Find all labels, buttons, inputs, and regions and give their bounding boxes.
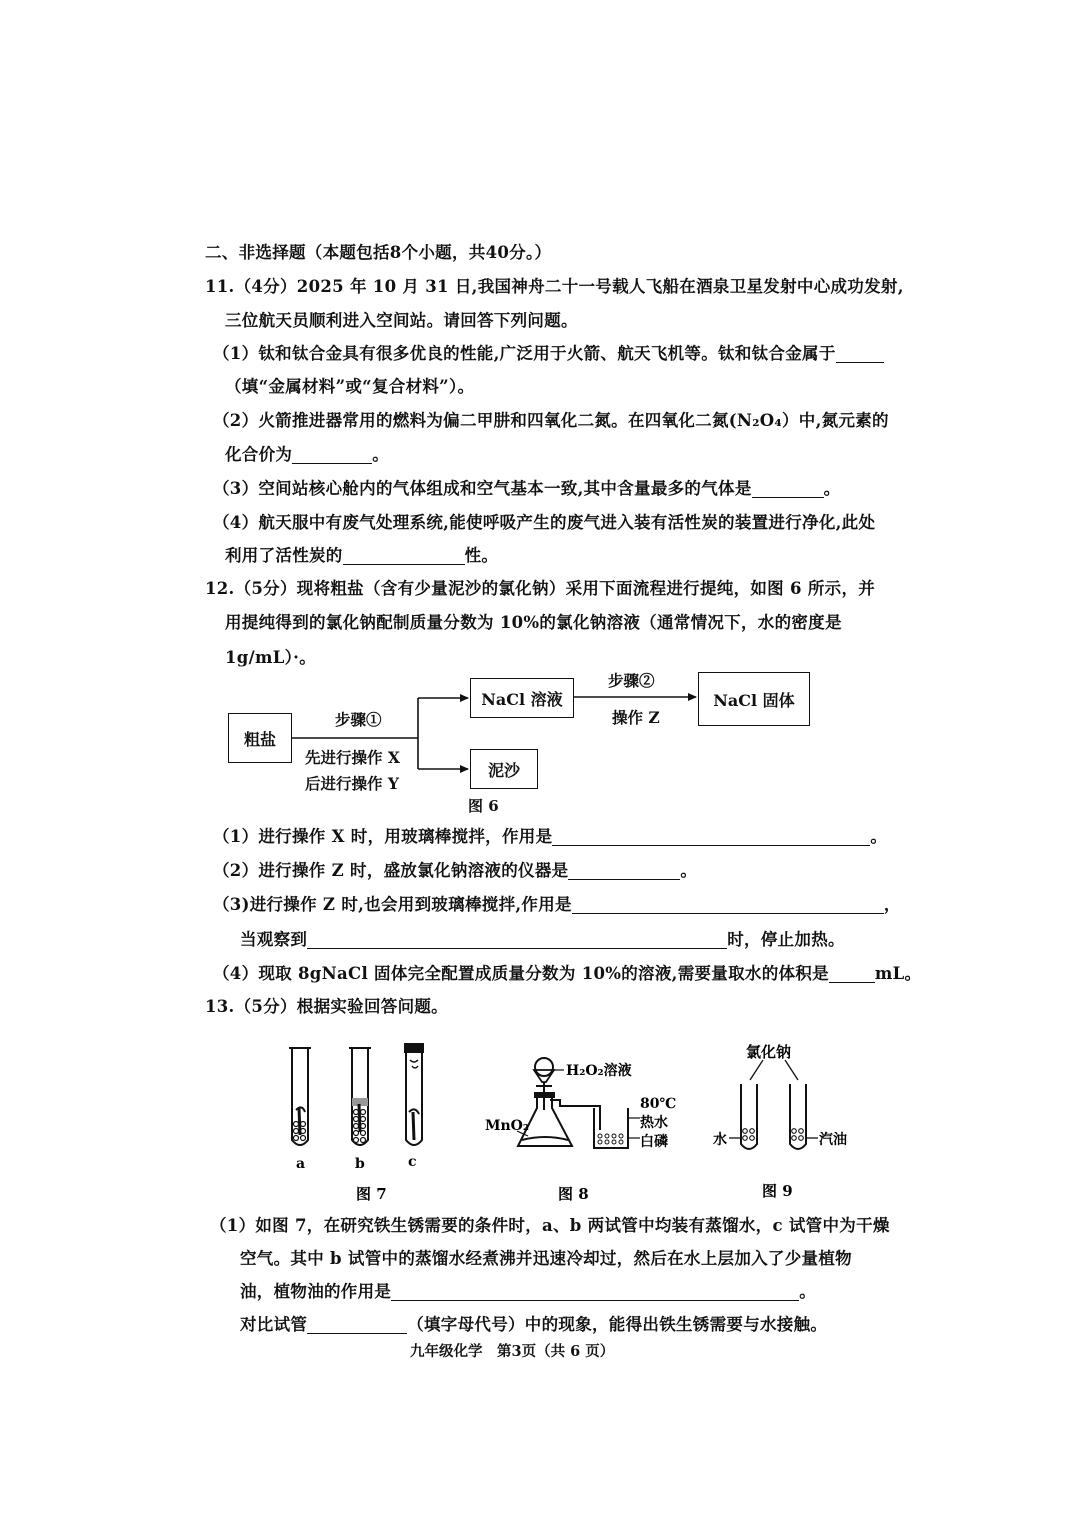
- fig7-label-c: c: [408, 1154, 417, 1170]
- q13-answer-blank-2[interactable]: [307, 1315, 407, 1334]
- flow-box-crude-salt: 粗盐: [228, 713, 292, 763]
- q11-part1-line1: （1）钛和钛合金具有很多优良的性能,广泛用于火箭、航天飞机等。钛和钛合金属于: [213, 342, 884, 366]
- fig9-label-gasoline: 汽油: [819, 1132, 847, 1148]
- q12-part3-line2: 当观察到 时，停止加热。: [240, 930, 845, 949]
- fig8-label-h2o2: H₂O₂溶液: [566, 1063, 632, 1079]
- q11-part2-line1: （2）火箭推进器常用的燃料为偏二甲肼和四氧化二氮。在四氧化二氮(N₂O₄）中,氮元素的: [213, 411, 889, 430]
- flow-label-step2: 步骤②: [608, 671, 655, 690]
- fig7-tube-a: [289, 1048, 311, 1145]
- fig7-label-b: b: [355, 1156, 365, 1172]
- flow-label-op-z: 操作 Z: [612, 708, 660, 727]
- fig9-caption: 图 9: [762, 1182, 793, 1200]
- q13-part1-line2: 空气。其中 b 试管中的蒸馏水经煮沸并迅速冷却过，然后在水上层加入了少量植物: [240, 1249, 852, 1268]
- q13-part1-line4: 对比试管 （填字母代号）中的现象，能得出铁生锈需要与水接触。: [240, 1315, 828, 1334]
- flow-label-step1: 步骤①: [335, 710, 382, 729]
- q11-part4-line2: 利用了活性炭的 性。: [225, 546, 499, 565]
- q12-part3-line1: （3)进行操作 Z 时,也会用到玻璃棒搅拌,作用是 ，: [213, 895, 901, 914]
- q12-stem-line3: 1g/mL）·。: [225, 648, 316, 667]
- q11-stem-line2: 三位航天员顺利进入空间站。请回答下列问题。: [225, 311, 578, 330]
- flow-label-op-x: 先进行操作 X: [305, 748, 400, 767]
- fig8-caption: 图 8: [558, 1185, 589, 1203]
- page-footer: 九年级化学 第3页（共 6 页）: [410, 1343, 615, 1360]
- fig9-label-nacl: 氯化钠: [746, 1043, 792, 1061]
- q13-part1-line1: （1）如图 7，在研究铁生锈需要的条件时，a、b 两试管中均装有蒸馏水，c 试管中为干燥: [210, 1216, 890, 1235]
- q11-stem-line1: 11.（4分）2025 年 10 月 31 日,我国神舟二十一号载人飞船在酒泉卫星发射中心成功发射,: [205, 277, 904, 296]
- q11-part3: （3）空间站核心舱内的气体组成和空气基本一致,其中含量最多的气体是 。: [213, 479, 841, 498]
- q11-part4-line1: （4）航天服中有废气处理系统,能使呼吸产生的废气进入装有活性炭的装置进行净化,此处: [213, 513, 876, 532]
- q12-part2: （2）进行操作 Z 时，盛放氯化钠溶液的仪器是 。: [213, 861, 698, 880]
- fig9-label-water: 水: [713, 1132, 727, 1148]
- fig7-label-a: a: [296, 1156, 306, 1172]
- q12-stem-line1: 12.（5分）现将粗盐（含有少量泥沙的氯化钠）采用下面流程进行提纯，如图 6 所示，并: [205, 579, 876, 598]
- q12-stem-line2: 用提纯得到的氯化钠配制质量分数为 10%的氯化钠溶液（通常情况下，水的密度是: [225, 613, 842, 632]
- q11-part2-line2: 化合价为 。: [225, 445, 390, 464]
- q13-part1-line3: 油，植物油的作用是 。: [240, 1282, 817, 1301]
- fig7-caption: 图 7: [356, 1185, 387, 1203]
- flow-box-nacl-solid: NaCl 固体: [698, 672, 810, 726]
- figure-6-caption: 图 6: [468, 797, 499, 815]
- q11-part1-line2: （填“金属材料”或“复合材料”）。: [225, 377, 475, 396]
- section-header: 二、非选择题（本题包括8个小题，共40分。）: [205, 243, 552, 262]
- q12-part1: （1）进行操作 X 时，用玻璃棒搅拌，作用是 。: [213, 827, 888, 846]
- fig9-tubes: [729, 1060, 818, 1149]
- flow-box-nacl-solution: NaCl 溶液: [470, 678, 574, 718]
- fig7-tube-b: [349, 1048, 371, 1145]
- fig7-tube-c: [404, 1043, 424, 1145]
- flow-label-op-y: 后进行操作 Y: [305, 774, 399, 793]
- flow-box-sand: 泥沙: [470, 749, 538, 789]
- fig8-label-hot-water: 热水: [640, 1115, 668, 1131]
- q13-answer-blank-1[interactable]: [391, 1282, 799, 1301]
- fig8-label-temp: 80℃: [640, 1096, 677, 1112]
- q12-part4: （4）现取 8gNaCl 固体完全配置成质量分数为 10%的溶液,需要量取水的体积是 mL。: [213, 964, 922, 983]
- fig8-label-mno2: MnO₂: [485, 1118, 530, 1134]
- fig8-label-white-phosphorus: 白磷: [640, 1134, 668, 1150]
- q13-stem: 13.（5分）根据实验回答问题。: [205, 997, 448, 1016]
